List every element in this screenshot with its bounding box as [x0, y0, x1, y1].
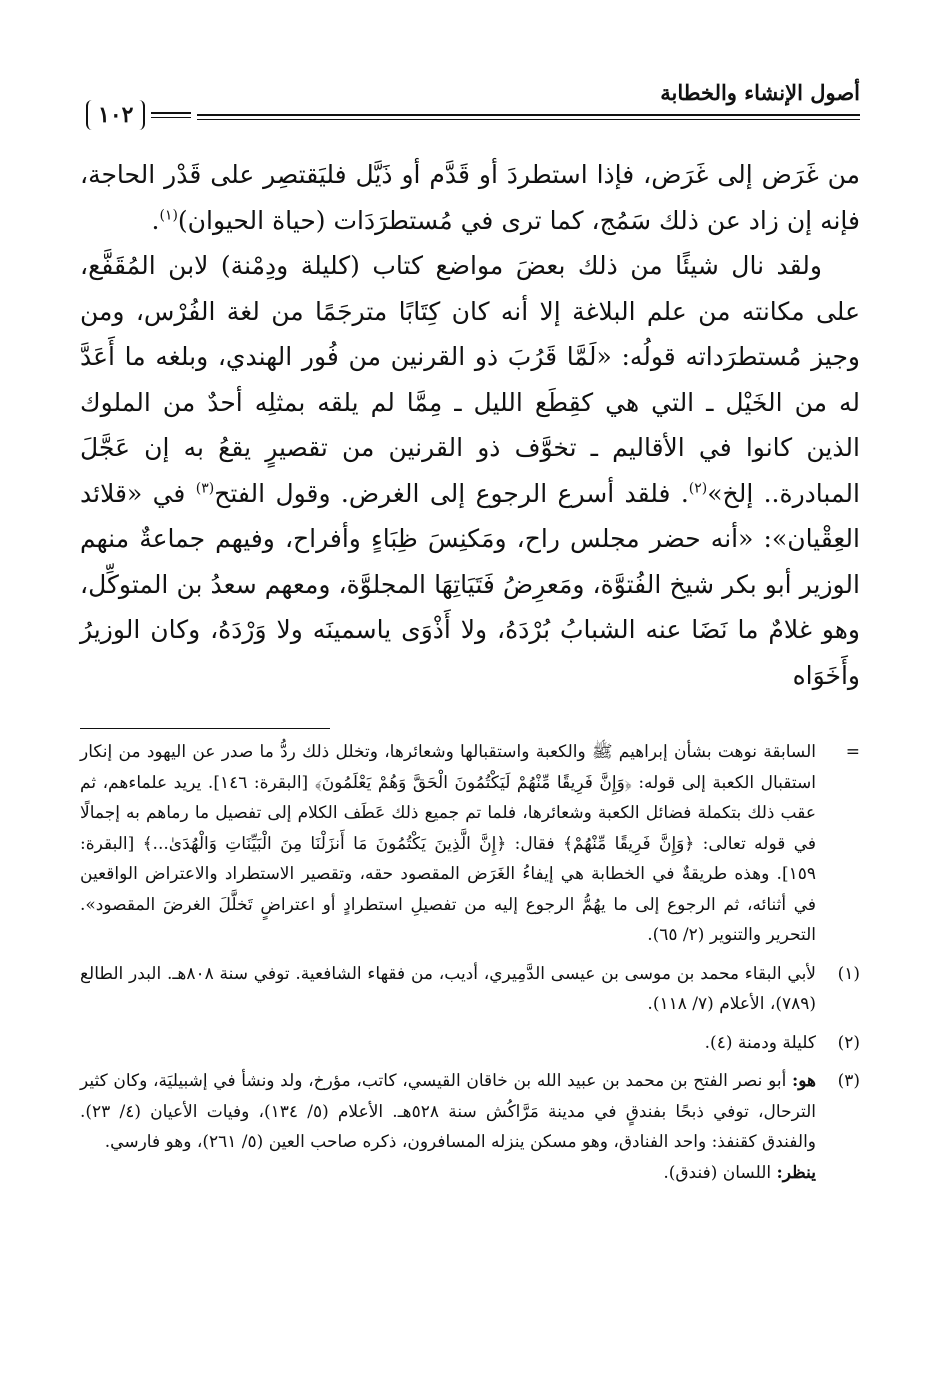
paragraph-2-text-c: في «قلائد العِقْيان»: «أنه حضر مجلس راح، ومَكنِسَ ظِبَاءٍ وأفراح، وفيهم جماعةٌ منهم الوزير أبو بكر شيخ الفُتوَّة، ومَعرِضُ فَتَيَاتِهَا المجلوَّة، ومعهم سعدُ بن المتوكِّل، وهو غلامٌ ما نَضَا عنه الشبابُ بُرْدَهُ، ولا أَذْوَى ياسمينَه ولا وَرْدَهُ، وكان الوزيرُ وأَخَوَاه — [80, 478, 860, 690]
footnotes — [80, 737, 860, 1188]
book-page — [80, 70, 860, 1196]
header-rule-left — [151, 112, 191, 118]
running-header — [80, 70, 860, 130]
footnote-text: كليلة ودمنة (٤). — [704, 1032, 816, 1053]
footnote-mark: = — [845, 742, 860, 762]
footnote-text: لأبي البقاء محمد بن موسى بن عيسى الدَّمِيري، أديب، من فقهاء الشافعية. توفي سنة ٨٠٨هـ. البدر الطالع (٧٨٩)، الأعلام (٧/ ١١٨). — [80, 963, 816, 1014]
paragraph-2-text-b: . فلقد أسرع الرجوع إلى الغرض. وقول الفتح — [214, 478, 689, 508]
paragraph-1-text: من غَرَض إلى غَرَض، فإذا استطردَ أو قَدَّم أو ذَيَّل فليَقتصِر على قَدْر الحاجة، فإنه إن زاد عن ذلك سَمُج، كما ترى في مُستطرَدَات (حياة الحيوان) — [80, 160, 860, 235]
page-number: ١٠٢ — [86, 100, 145, 130]
footnote-bold-tail: ينظر: — [776, 1162, 816, 1183]
footnote-separator — [80, 728, 330, 729]
footnote-mark: (١) — [837, 963, 860, 984]
footnote-text — [80, 1066, 816, 1188]
paragraph-1-end: . — [151, 205, 160, 235]
footnote-1 — [80, 959, 860, 1020]
footnote-tail: اللسان (فندق). — [663, 1162, 777, 1183]
paragraph-2 — [80, 243, 860, 698]
paragraph-1 — [80, 152, 860, 243]
main-text — [80, 152, 860, 698]
footnote-bold-lead: هو: — [791, 1071, 816, 1091]
footnote-body: أبو نصر الفتح بن محمد بن عبيد الله بن خاقان القيسي، كاتب، مؤرخ، ولد ونشأ في إشبيليَة، وكان كثير الترحال، توفي ذبحًا بفندقٍ في مدينة مَرَّاكُش سنة ٥٢٨هـ. الأعلام (٥/ ١٣٤)، وفيات الأعيان (٤/ ٢٣). والفندق كقنفذ: واحد الفنادق، وهو مسكن ينزله المسافرون، ذكره صاحب العين (٥/ ٢٦١)، وهو فارسي. — [80, 1071, 816, 1152]
footnote-ref-2: (٢) — [688, 480, 708, 497]
footnote-mark: (٣) — [837, 1071, 860, 1091]
running-title: أصول الإنشاء والخطابة — [660, 80, 860, 105]
page-number-ornament — [80, 98, 197, 132]
paragraph-2-text-a: ولقد نال شيئًا من ذلك بعضَ مواضع كتاب (كليلة ودِمْنة) لابن المُقَفَّع، على مكانته من علم البلاغة إلا أنه كان كِتَابًا مترجَمًا من لغة الفُرْس، ومن وجيز مُستطرَداته قولُه: «لَمَّا قَرُبَ ذو القرنين من فُور الهندي، وبلغه ما أَعَدَّ له من الخَيْل ـ التي هي كقِطَع الليل ـ مِمَّا لم يلقه بمثلِه أحدٌ من الملوك الذين كانوا في الأقاليم ـ تخوَّف ذو القرنين من تقصيرٍ يقعُ به إن عَجَّلَ المبادرة.. إلخ» — [80, 251, 860, 508]
footnote-ref-1: (١) — [159, 207, 178, 224]
footnote-2 — [80, 1028, 860, 1059]
footnote-3 — [80, 1066, 860, 1188]
footnote-ref-3: (٣) — [195, 480, 215, 497]
footnote-text: السابقة نوهت بشأن إبراهيم ﷺ والكعبة واستقبالها وشعائرها، وتخلل ذلك ردُّ ما صدر عن اليهود من إنكار استقبال الكعبة إلى قوله: ﴿وَإِنَّ فَرِيقًا مِّنْهُمْ لَيَكْتُمُونَ الْحَقَّ وَهُمْ يَعْلَمُونَ﴾ [البقرة: ١٤٦]. يريد علماءهم، ثم عقب ذلك بتكملة فضائل الكعبة وشعائرها، فلما تم جميع ذلك عَطَف الكلام إلى تفصيل ما رماهم به إجمالًا في قوله تعالى: ﴿وَإِنَّ فَرِيقًا مِّنْهُمْ﴾ فقال: ﴿إِنَّ الَّذِينَ يَكْتُمُونَ مَا أَنزَلْنَا مِنَ الْبَيِّنَاتِ وَالْهُدَىٰ...﴾ [البقرة: ١٥٩]. وهذه طريقةٌ في الخطابة هي إيفاءُ الغَرَض المقصود حقه، وتقصير الاستطراد والاعتراض الواقعين في أثنائه، ثم الرجوع إلى ما يهُمُّ الرجوع إليه من تفصيلِ استطرادٍ أو اعتراضٍ تَخلَّلَ الغرضَ المقصود». التحرير والتنوير (٢/ ٦٥). — [80, 742, 816, 945]
footnote-mark: (٢) — [837, 1032, 860, 1053]
footnote-continued — [80, 737, 860, 951]
